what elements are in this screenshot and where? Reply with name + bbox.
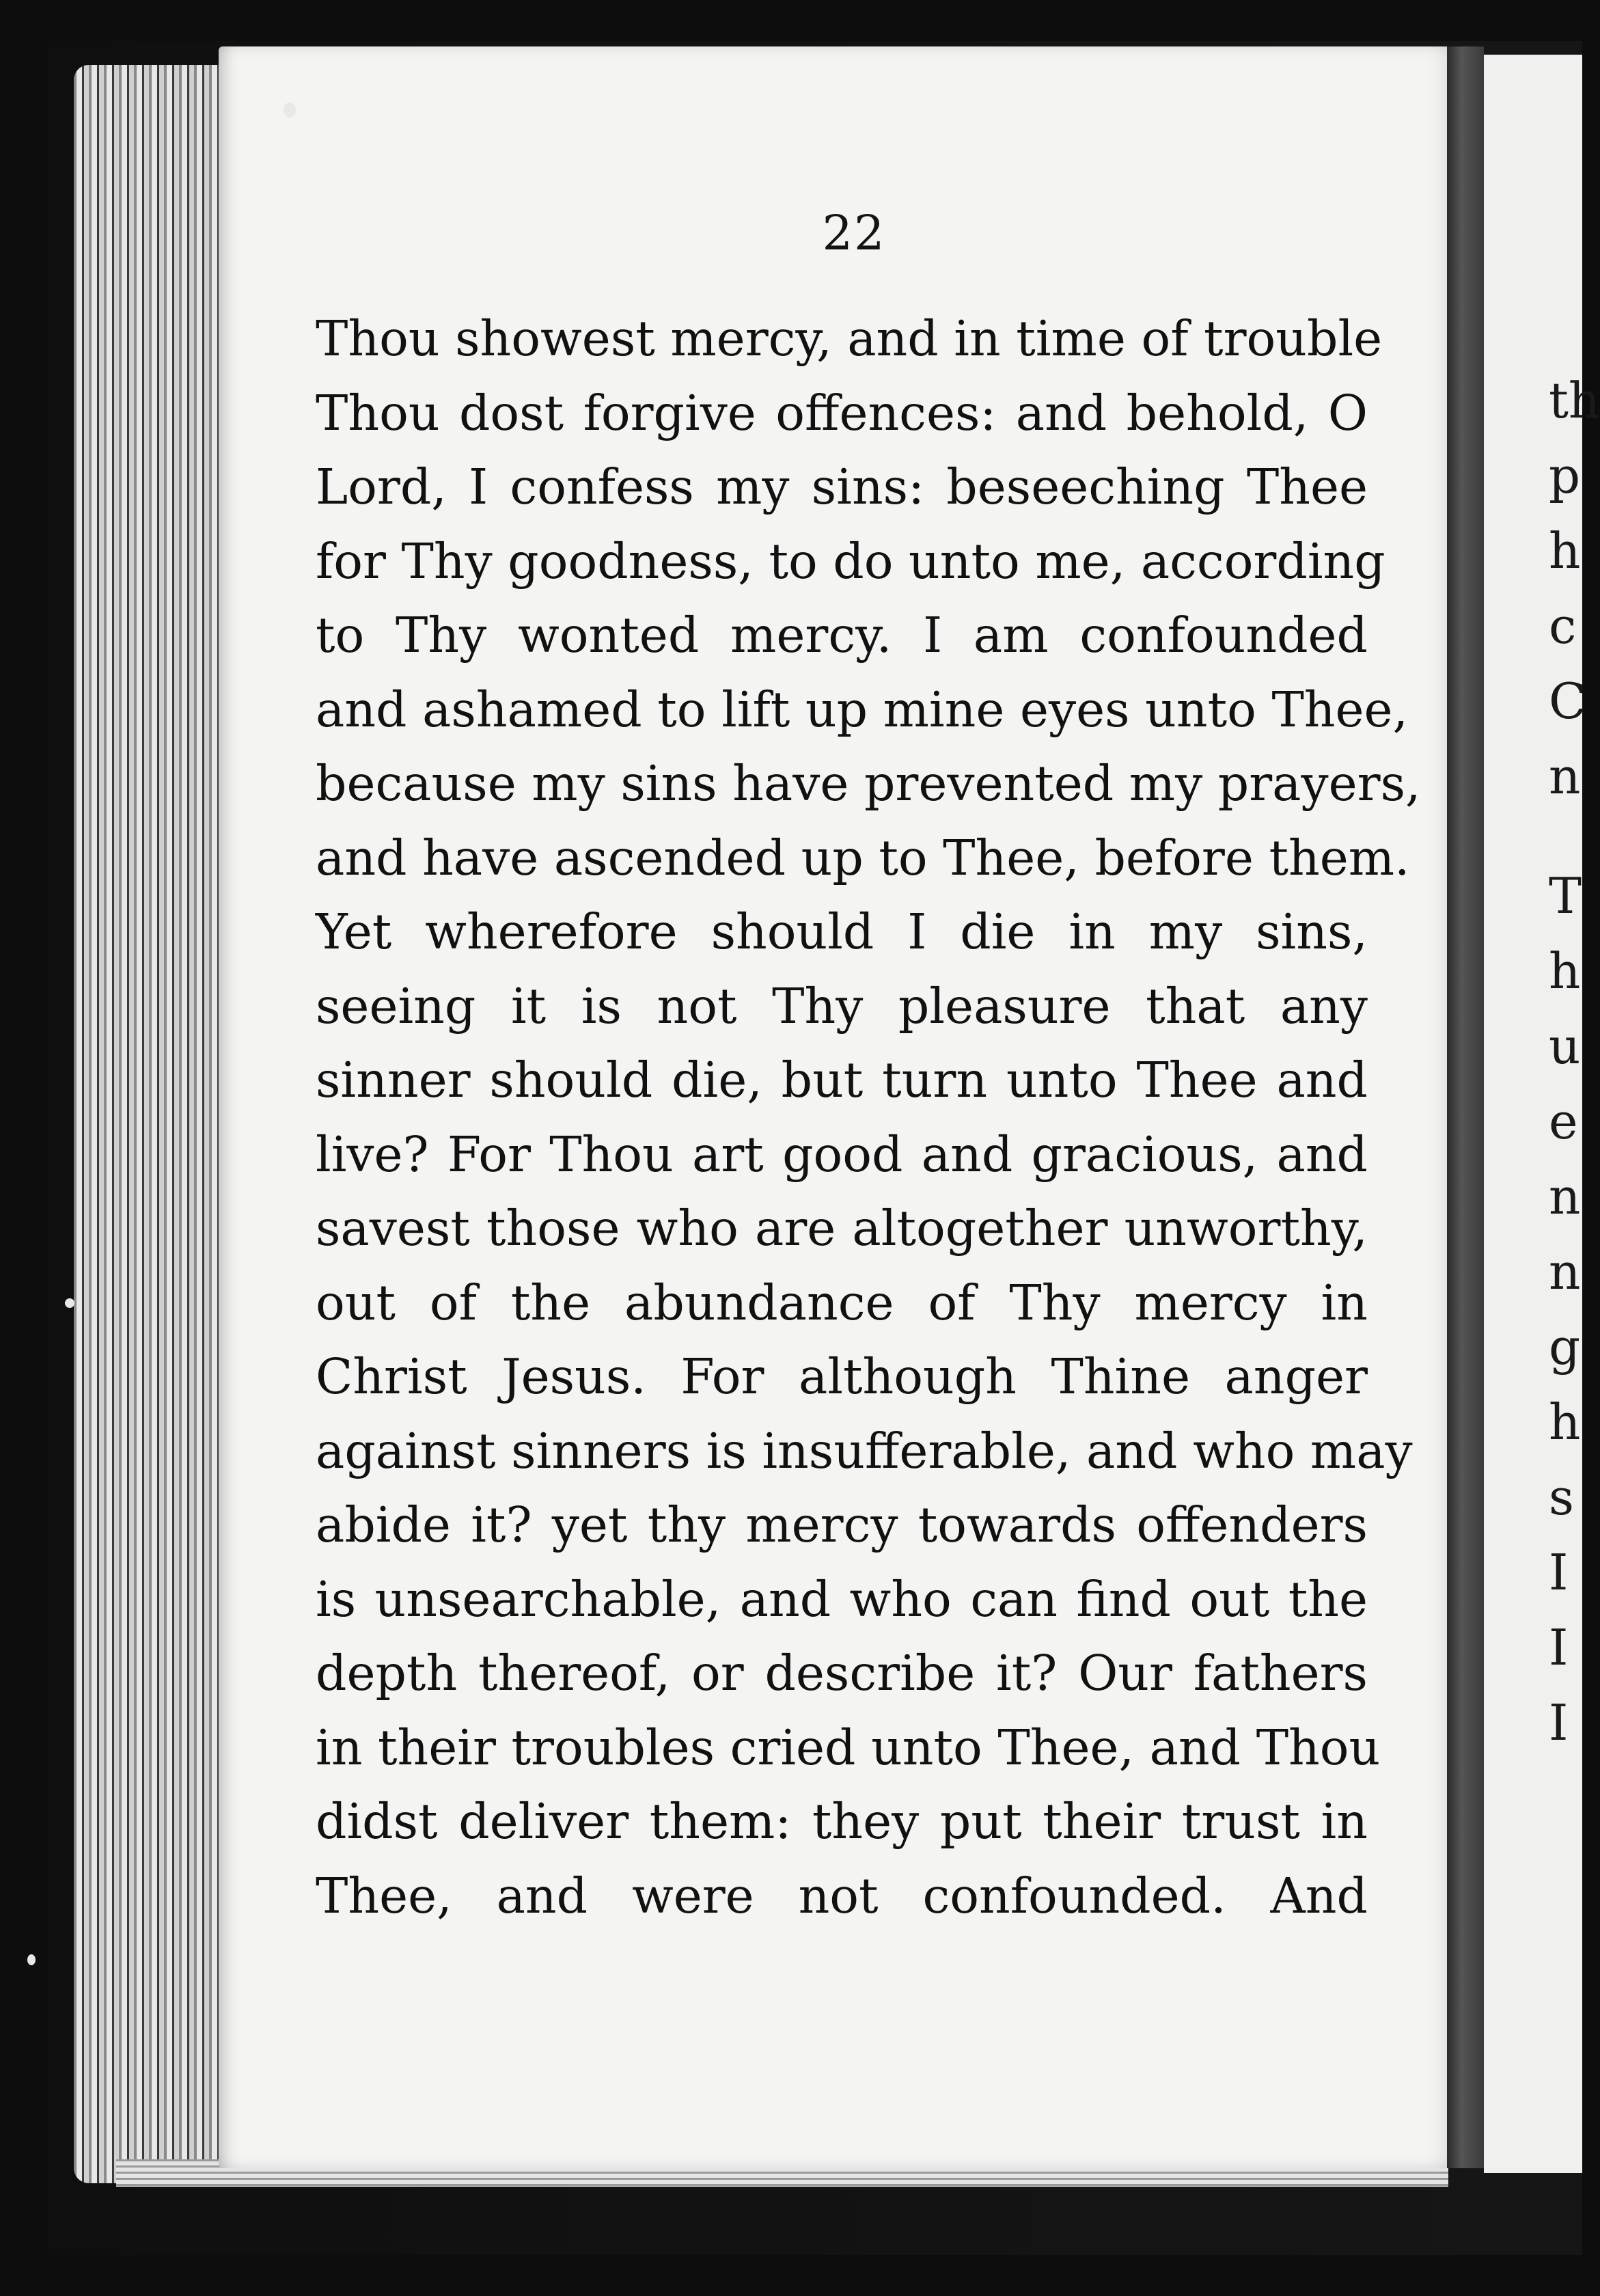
book-gutter <box>1447 46 1484 2168</box>
text-line: depth thereof, or describe it? Our fathers <box>316 1645 1368 1702</box>
facing-letter: c <box>1549 597 1577 655</box>
facing-letter: e <box>1549 1093 1578 1150</box>
facing-letter: h <box>1549 522 1581 579</box>
text-line: out of the abundance of Thy mercy in <box>316 1274 1368 1331</box>
text-line: in their troubles cried unto Thee, and Thou <box>316 1719 1381 1776</box>
text-line: abide it? yet thy mercy towards offenders <box>316 1496 1368 1553</box>
text-line: savest those who are altogether unworthy, <box>316 1200 1368 1257</box>
text-line: Yet wherefore should I die in my sins, <box>316 903 1368 960</box>
facing-letter: n <box>1549 1243 1581 1300</box>
facing-letter: I <box>1549 1694 1569 1751</box>
text-line: for Thy goodness, to do unto me, according <box>316 532 1385 590</box>
text-line: seeing it is not Thy pleasure that any <box>316 977 1368 1035</box>
scan-speck <box>27 1954 36 1965</box>
text-line: to Thy wonted mercy. I am confounded <box>316 607 1368 664</box>
facing-page <box>1484 55 1600 2173</box>
text-line: Thou showest mercy, and in time of trouble <box>316 310 1383 367</box>
text-line: Thou dost forgive offences: and behold, O <box>316 384 1368 441</box>
text-line: Lord, I confess my sins: beseeching Thee <box>316 459 1368 515</box>
text-line: is unsearchable, and who can find out the <box>316 1570 1368 1628</box>
facing-letter: h <box>1549 1393 1581 1451</box>
facing-letter: n <box>1549 1168 1581 1225</box>
facing-letter: th <box>1549 372 1600 429</box>
facing-letter: g <box>1549 1318 1581 1376</box>
text-line: against sinners is insufferable, and who may <box>316 1422 1413 1479</box>
text-line: and ashamed to lift up mine eyes unto Thee, <box>316 681 1409 738</box>
facing-letter: T <box>1549 867 1582 925</box>
facing-letter: n <box>1549 748 1581 805</box>
facing-letter: C <box>1549 672 1587 730</box>
page-stack-edges <box>74 65 238 2183</box>
body-text <box>316 302 1421 1933</box>
facing-letter: s <box>1549 1468 1574 1526</box>
text-line: because my sins have prevented my prayers, <box>316 755 1421 812</box>
facing-letter: u <box>1549 1017 1581 1075</box>
facing-letter: I <box>1549 1619 1569 1676</box>
page-number: 22 <box>822 205 886 261</box>
text-line: and have ascended up to Thee, before them. <box>316 829 1410 886</box>
facing-letter: p <box>1549 447 1581 504</box>
scan-speck <box>284 102 296 118</box>
text-line: didst deliver them: they put their trust in <box>316 1793 1368 1850</box>
text-line: live? For Thou art good and gracious, and <box>316 1125 1368 1183</box>
scan-speck <box>65 1298 74 1308</box>
facing-letter: h <box>1549 942 1581 1000</box>
facing-letter: I <box>1549 1544 1569 1601</box>
text-line: Thee, and were not confounded. And <box>316 1867 1368 1924</box>
text-line: sinner should die, but turn unto Thee and <box>316 1052 1368 1108</box>
text-line: Christ Jesus. For although Thine anger <box>316 1348 1368 1405</box>
